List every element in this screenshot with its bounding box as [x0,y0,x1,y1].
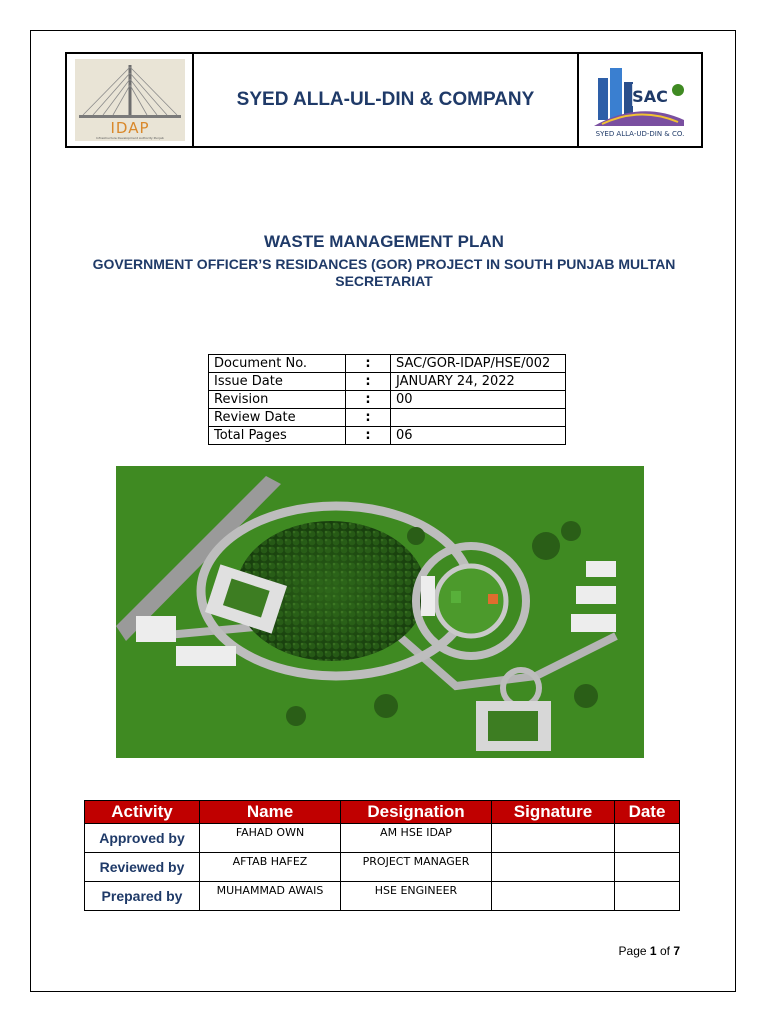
doc-info-label: Review Date [209,409,346,427]
activity-cell: Approved by [85,824,200,853]
doc-info-value [391,409,566,427]
sac-logo-cell [577,54,701,146]
doc-info-row [209,427,566,445]
company-name: SYED ALLA-UL-DIN & COMPANY [236,89,535,110]
activity-cell: Reviewed by [85,853,200,882]
doc-info-label: Document No. [209,355,346,373]
doc-info-value: JANUARY 24, 2022 [391,373,566,391]
designation-cell: PROJECT MANAGER [341,853,492,882]
date-cell [615,853,680,882]
idap-logo [75,59,185,141]
signoff-table [84,800,680,911]
doc-info-label: Total Pages [209,427,346,445]
activity-cell: Prepared by [85,882,200,911]
doc-info-separator: : [346,373,391,391]
doc-info-separator: : [346,391,391,409]
document-header [65,52,703,148]
date-cell [615,824,680,853]
page-total: 7 [673,944,680,958]
idap-logo-cell [67,54,194,146]
document-subtitle [40,256,728,290]
page-number [560,944,680,958]
signature-cell [492,853,615,882]
designation-cell: AM HSE IDAP [341,824,492,853]
sac-logo-subtext: SYED ALLA-UD-DIN & CO. [595,130,685,138]
doc-info-separator: : [346,355,391,373]
header-designation: Designation [341,801,492,824]
doc-info-value: SAC/GOR-IDAP/HSE/002 [391,355,566,373]
doc-info-separator: : [346,427,391,445]
signoff-row [85,824,680,853]
header-name: Name [200,801,341,824]
doc-info-row [209,409,566,427]
name-cell: FAHAD OWN [200,824,341,853]
doc-info-separator: : [346,409,391,427]
doc-info-value: 06 [391,427,566,445]
page-of-word: of [659,944,670,958]
header-date: Date [615,801,680,824]
doc-info-label: Issue Date [209,373,346,391]
header-activity: Activity [85,801,200,824]
header-signature: Signature [492,801,615,824]
idap-logo-subtext: Infrastructure Development Authority Punjab [95,136,164,140]
page-word: Page [618,944,647,958]
signature-cell [492,882,615,911]
sac-logo-text: SAC [632,87,668,106]
signature-cell [492,824,615,853]
doc-info-row [209,391,566,409]
subtitle-line-1: GOVERNMENT OFFICER’S RESIDANCES (GOR) PROJECT IN SOUTH PUNJAB MULTAN [92,256,676,272]
designation-cell: HSE ENGINEER [341,882,492,911]
signoff-row [85,882,680,911]
document-info-table [208,354,566,445]
signoff-header-row [85,801,680,824]
doc-info-label: Revision [209,391,346,409]
doc-info-row [209,355,566,373]
subtitle-line-2: SECRETARIAT [335,273,433,289]
site-plan-rendering [116,466,644,758]
document-title: WASTE MANAGEMENT PLAN [264,232,504,251]
sac-logo [592,60,688,140]
doc-info-value: 00 [391,391,566,409]
doc-info-row [209,373,566,391]
signoff-row [85,853,680,882]
date-cell [615,882,680,911]
page-current: 1 [649,944,657,958]
idap-logo-text: IDAP [109,119,150,137]
name-cell: MUHAMMAD AWAIS [200,882,341,911]
name-cell: AFTAB HAFEZ [200,853,341,882]
